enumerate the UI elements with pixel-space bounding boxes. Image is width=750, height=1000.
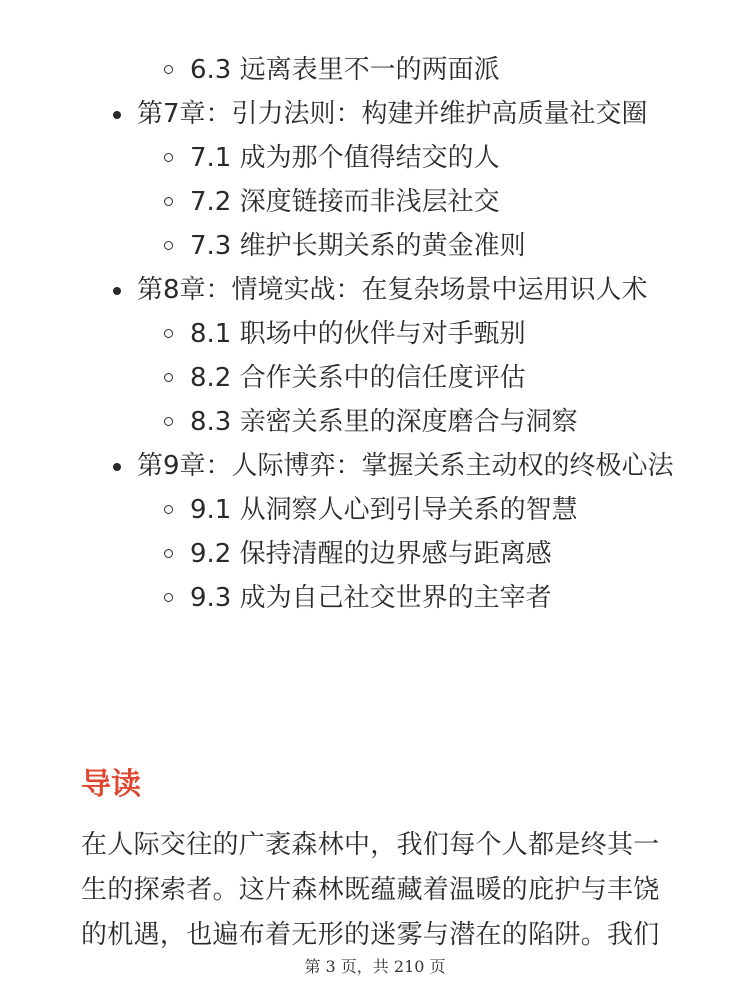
page-number-footer: 第 3 页，共 210 页 — [304, 957, 446, 976]
toc-chapter-7 — [0, 92, 750, 268]
toc-section-8-1[interactable]: 8.1 职场中的伙伴与对手甄别 — [190, 312, 750, 356]
toc-chapter-6-tail — [0, 48, 750, 92]
toc-section-9-3[interactable]: 9.3 成为自己社交世界的主宰者 — [190, 576, 750, 620]
toc-section-9-2[interactable]: 9.2 保持清醒的边界感与距离感 — [190, 532, 750, 576]
toc-section-7-3[interactable]: 7.3 维护长期关系的黄金准则 — [190, 224, 750, 268]
toc-section-list — [0, 136, 750, 268]
toc-chapter-title[interactable]: 第9章：人际博弈：掌握关系主动权的终极心法 — [137, 444, 680, 488]
toc-section-8-3[interactable]: 8.3 亲密关系里的深度磨合与洞察 — [190, 400, 750, 444]
toc-chapter-8 — [0, 268, 750, 444]
toc-section-9-1[interactable]: 9.1 从洞察人心到引导关系的智慧 — [190, 488, 750, 532]
toc-chapter-title[interactable]: 第7章：引力法则：构建并维护高质量社交圈 — [137, 92, 680, 136]
intro-paragraph: 在人际交往的广袤森林中，我们每个人都是终其一生的探索者。这片森林既蕴藏着温暖的庇护与丰饶的机遇，也遍布着无形的迷雾与潜在的陷阱。我们 — [81, 830, 660, 950]
toc-section-list — [0, 48, 750, 92]
toc-section-list — [0, 488, 750, 620]
toc-chapter-9 — [0, 444, 750, 620]
toc-section-6-3[interactable]: 6.3 远离表里不一的两面派 — [190, 48, 750, 92]
table-of-contents — [0, 48, 750, 620]
toc-section-7-1[interactable]: 7.1 成为那个值得结交的人 — [190, 136, 750, 180]
toc-chapter-title[interactable]: 第8章：情境实战：在复杂场景中运用识人术 — [137, 268, 680, 312]
toc-section-8-2[interactable]: 8.2 合作关系中的信任度评估 — [190, 356, 750, 400]
intro-heading: 导读 — [81, 767, 141, 802]
toc-section-7-2[interactable]: 7.2 深度链接而非浅层社交 — [190, 180, 750, 224]
toc-section-list — [0, 312, 750, 444]
